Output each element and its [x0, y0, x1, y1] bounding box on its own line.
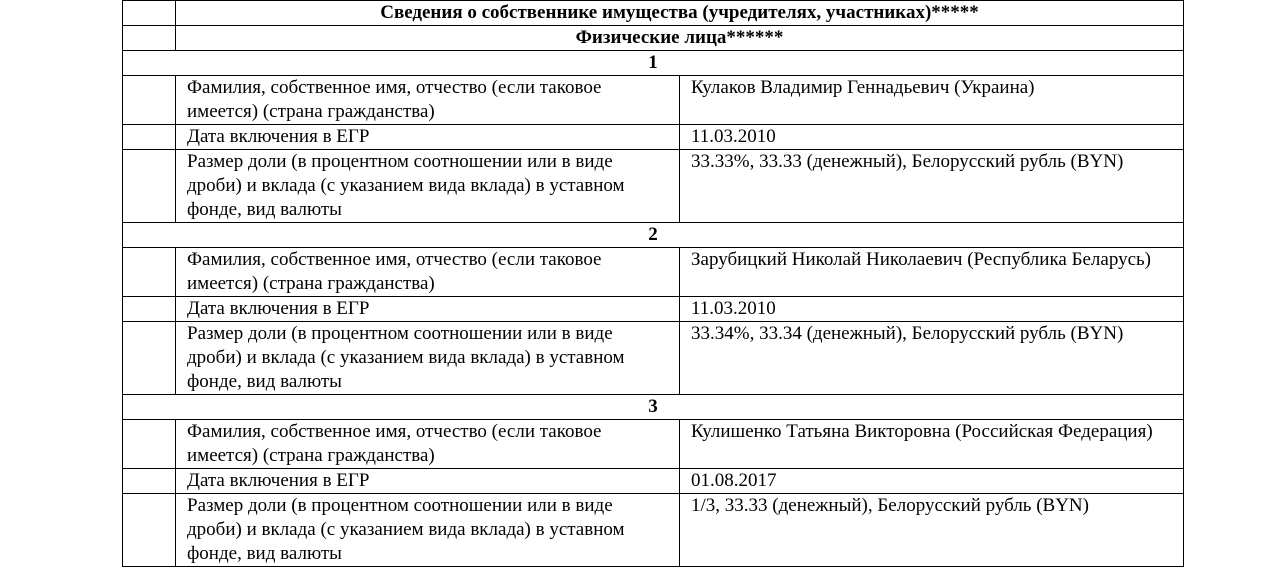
subsection-title: Физические лица******	[176, 26, 1184, 51]
owner-name-value: Кулаков Владимир Геннадьевич (Украина)	[680, 76, 1184, 125]
owner-number: 1	[123, 51, 1184, 76]
owner-number-row	[123, 51, 1184, 76]
owner-share-label: Размер доли (в процентном соотношении или в виде дроби) и вклада (с указанием вида вклада) в уставном фонде, вид валюты	[176, 150, 680, 223]
section-title: Сведения о собственнике имущества (учредителях, участниках)*****	[176, 1, 1184, 26]
owner-name-row	[123, 420, 1184, 469]
owner-date-row	[123, 469, 1184, 494]
owner-share-value: 33.34%, 33.34 (денежный), Белорусский рубль (BYN)	[680, 322, 1184, 395]
owner-date-label: Дата включения в ЕГР	[176, 297, 680, 322]
gutter-cell	[123, 494, 176, 567]
owner-name-row	[123, 76, 1184, 125]
owner-share-value: 33.33%, 33.33 (денежный), Белорусский рубль (BYN)	[680, 150, 1184, 223]
gutter-cell	[123, 469, 176, 494]
owner-number-row	[123, 395, 1184, 420]
owner-date-row	[123, 125, 1184, 150]
owner-name-value: Кулишенко Татьяна Викторовна (Российская Федерация)	[680, 420, 1184, 469]
gutter-cell	[123, 1, 176, 26]
owner-share-row	[123, 494, 1184, 567]
gutter-cell	[123, 420, 176, 469]
gutter-cell	[123, 76, 176, 125]
owner-share-label: Размер доли (в процентном соотношении или в виде дроби) и вклада (с указанием вида вклада) в уставном фонде, вид валюты	[176, 322, 680, 395]
gutter-cell	[123, 248, 176, 297]
owner-number-row	[123, 223, 1184, 248]
gutter-cell	[123, 125, 176, 150]
gutter-cell	[123, 297, 176, 322]
subsection-title-row	[123, 26, 1184, 51]
owner-date-value: 11.03.2010	[680, 297, 1184, 322]
owner-name-value: Зарубицкий Николай Николаевич (Республика Беларусь)	[680, 248, 1184, 297]
owner-name-label: Фамилия, собственное имя, отчество (если таковое имеется) (страна гражданства)	[176, 76, 680, 125]
owner-share-value: 1/3, 33.33 (денежный), Белорусский рубль (BYN)	[680, 494, 1184, 567]
owner-name-label: Фамилия, собственное имя, отчество (если таковое имеется) (страна гражданства)	[176, 248, 680, 297]
owner-date-row	[123, 297, 1184, 322]
gutter-cell	[123, 26, 176, 51]
owner-share-row	[123, 322, 1184, 395]
owner-share-row	[123, 150, 1184, 223]
owner-name-label: Фамилия, собственное имя, отчество (если таковое имеется) (страна гражданства)	[176, 420, 680, 469]
owner-date-label: Дата включения в ЕГР	[176, 125, 680, 150]
owner-date-label: Дата включения в ЕГР	[176, 469, 680, 494]
owner-number: 2	[123, 223, 1184, 248]
section-title-row	[123, 1, 1184, 26]
owners-table	[122, 0, 1184, 567]
gutter-cell	[123, 150, 176, 223]
owner-name-row	[123, 248, 1184, 297]
owner-date-value: 11.03.2010	[680, 125, 1184, 150]
gutter-cell	[123, 322, 176, 395]
owner-share-label: Размер доли (в процентном соотношении или в виде дроби) и вклада (с указанием вида вклада) в уставном фонде, вид валюты	[176, 494, 680, 567]
owner-date-value: 01.08.2017	[680, 469, 1184, 494]
owner-number: 3	[123, 395, 1184, 420]
